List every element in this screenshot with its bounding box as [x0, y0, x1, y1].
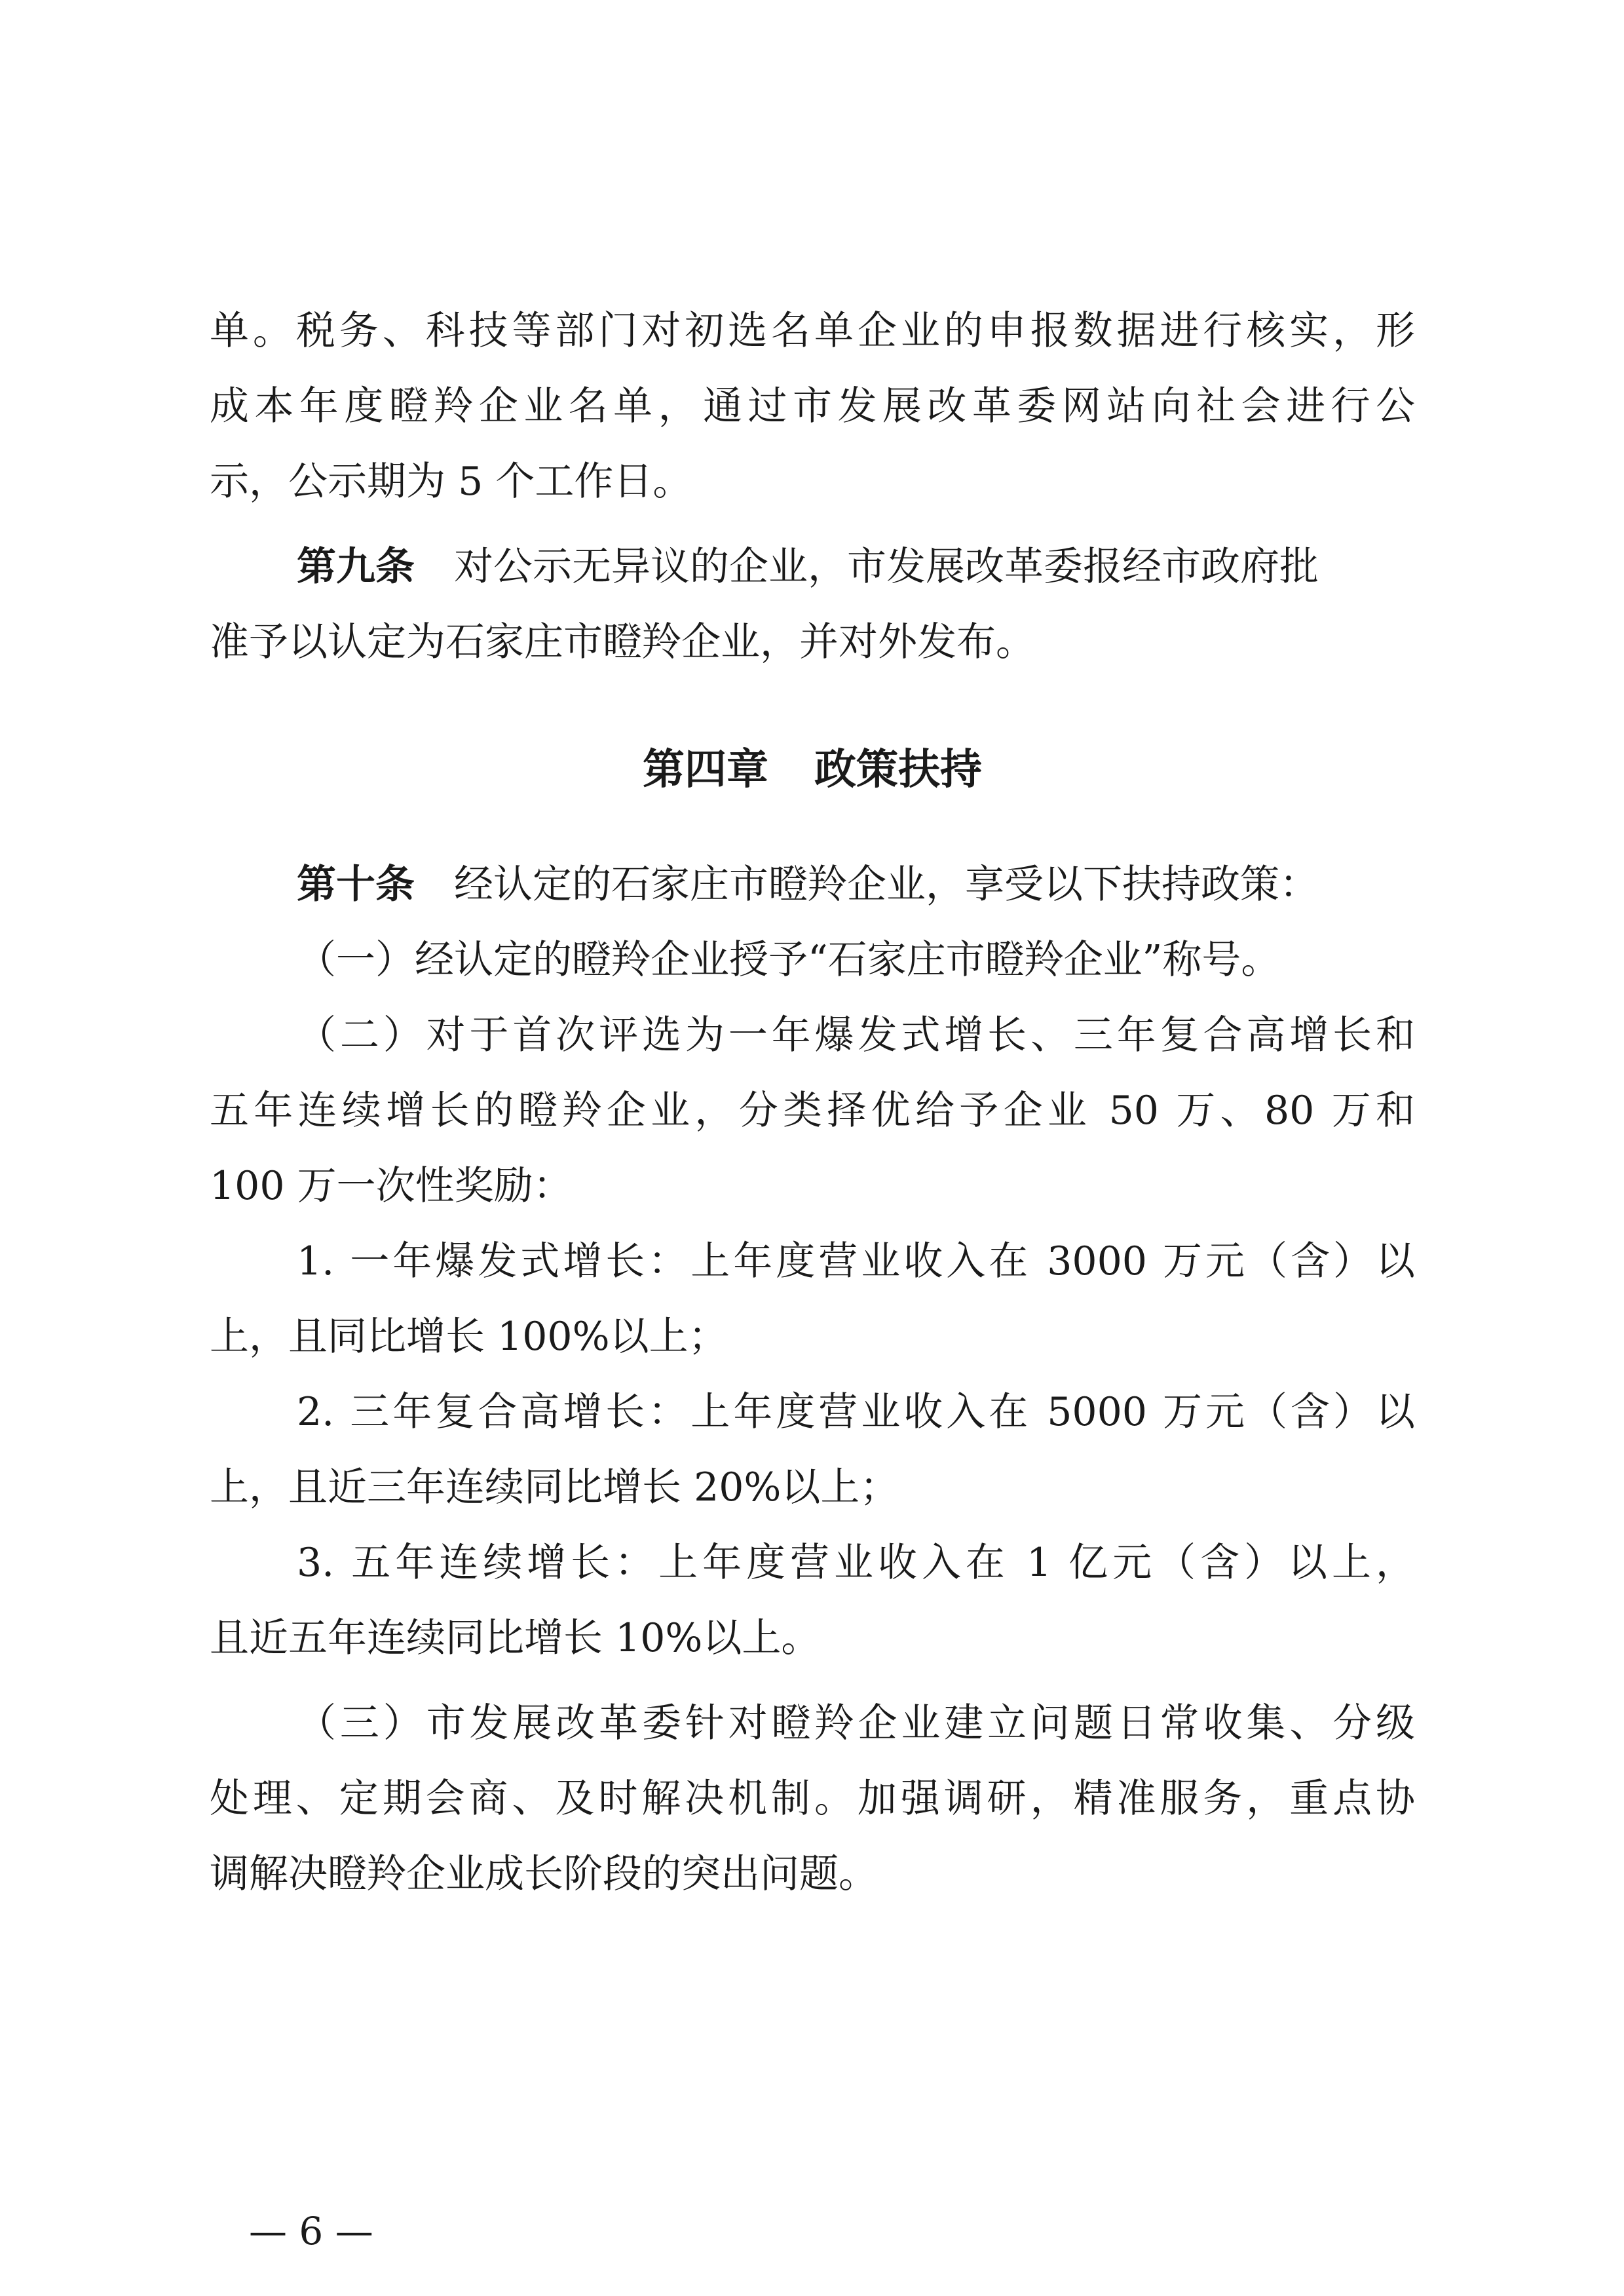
article-10-label: 第十条: [297, 862, 415, 908]
chapter-title: 政策扶持: [814, 745, 982, 794]
paragraph-line: 处理、定期会商、及时解决机制。加强调研，精准服务，重点协: [210, 1776, 1415, 1822]
list-item-line: 1. 一年爆发式增长：上年度营业收入在 3000 万元（含）以: [297, 1238, 1415, 1284]
paragraph-line: 调解决瞪羚企业成长阶段的突出问题。: [210, 1851, 878, 1897]
list-item-line: 2. 三年复合高增长：上年度营业收入在 5000 万元（含）以: [297, 1389, 1415, 1435]
paragraph-line: 单。税务、科技等部门对初选名单企业的申报数据进行核实，形: [210, 308, 1415, 354]
article-9-label: 第九条: [297, 544, 415, 590]
page-number: — 6 —: [249, 2209, 373, 2253]
paragraph-line: 准予以认定为石家庄市瞪羚企业，并对外发布。: [210, 619, 1035, 665]
paragraph-line: （一）经认定的瞪羚企业授予“石家庄市瞪羚企业”称号。: [297, 937, 1281, 983]
list-item-line: 上，且近三年连续同比增长 20%以上；: [210, 1464, 899, 1510]
article-10-text: 经认定的石家庄市瞪羚企业，享受以下扶持政策：: [454, 862, 1319, 908]
paragraph-line: 五年连续增长的瞪羚企业，分类择优给予企业 50 万、80 万和: [210, 1088, 1415, 1134]
article-9-line: [297, 544, 1415, 590]
list-item-line: 且近五年连续同比增长 10%以上。: [210, 1615, 821, 1661]
paragraph-line: 成本年度瞪羚企业名单，通过市发展改革委网站向社会进行公: [210, 383, 1415, 429]
paragraph-line: （二）对于首次评选为一年爆发式增长、三年复合高增长和: [297, 1012, 1415, 1058]
article-10-line: [297, 862, 1415, 908]
chapter-number: 第四章: [643, 745, 768, 794]
paragraph-line: 100 万一次性奖励：: [210, 1163, 573, 1209]
list-item-line: 上，且同比增长 100%以上；: [210, 1314, 728, 1360]
paragraph-line: （三）市发展改革委针对瞪羚企业建立问题日常收集、分级: [297, 1700, 1415, 1746]
article-9-text: 对公示无异议的企业，市发展改革委报经市政府批: [454, 544, 1319, 590]
chapter-heading: [210, 744, 1415, 796]
list-item-line: 3. 五年连续增长：上年度营业收入在 1 亿元（含）以上，: [297, 1540, 1415, 1586]
paragraph-line: 示，公示期为 5 个工作日。: [210, 459, 692, 505]
